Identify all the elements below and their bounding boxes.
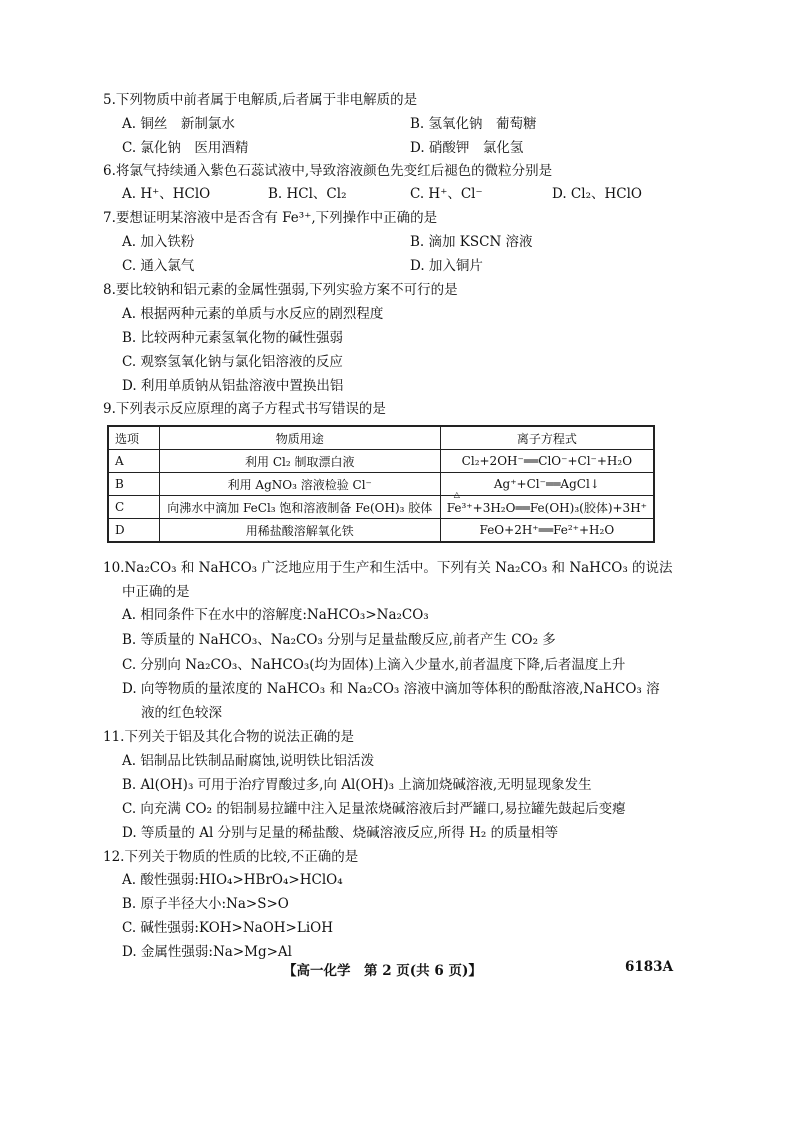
q9-reaction-table	[107, 425, 655, 543]
table-header-cell: 离子方程式	[440, 426, 654, 450]
table-cell: A	[108, 450, 159, 473]
q9-stem: 9.下列表示反应原理的离子方程式书写错误的是	[103, 401, 386, 417]
q11-stem: 11.下列关于铝及其化合物的说法正确的是	[103, 729, 354, 745]
q12-option-d: D. 金属性强弱:Na>Mg>Al	[122, 944, 292, 960]
q7-option-b: B. 滴加 KSCN 溶液	[410, 234, 533, 250]
q5-option-c: C. 氯化钠 医用酒精	[122, 140, 249, 156]
q10-option-d-line1: D. 向等物质的量浓度的 NaHCO₃ 和 Na₂CO₃ 溶液中滴加等体积的酚酞溶液,NaHCO₃ 溶	[122, 681, 660, 697]
q10-option-b: B. 等质量的 NaHCO₃、Na₂CO₃ 分别与足量盐酸反应,前者产生 CO₂ 多	[122, 632, 556, 648]
table-cell: 向沸水中滴加 FeCl₃ 饱和溶液制备 Fe(OH)₃ 胶体	[159, 496, 440, 519]
q12-stem: 12.下列关于物质的性质的比较,不正确的是	[103, 849, 359, 865]
q7-option-a: A. 加入铁粉	[122, 234, 195, 250]
page-footer: 【高一化学 第 2 页(共 6 页)】	[283, 963, 482, 979]
q5-option-a: A. 铜丝 新制氯水	[122, 116, 235, 132]
paper-code: 6183A	[625, 959, 674, 975]
q7-option-d: D. 加入铜片	[410, 258, 483, 274]
q7-option-c: C. 通入氯气	[122, 258, 195, 274]
table-cell: 利用 Cl₂ 制取漂白液	[159, 450, 440, 473]
q8-stem: 8.要比较钠和铝元素的金属性强弱,下列实验方案不可行的是	[103, 282, 458, 298]
heat-symbol: △	[453, 489, 460, 499]
q5-stem: 5.下列物质中前者属于电解质,后者属于非电解质的是	[103, 92, 418, 108]
q11-option-c: C. 向充满 CO₂ 的铝制易拉罐中注入足量浓烧碱溶液后封严罐口,易拉罐先鼓起后变瘪	[122, 801, 626, 817]
q12-option-b: B. 原子半径大小:Na>S>O	[122, 896, 289, 912]
equation-text: Fe³⁺+3H₂O══Fe(OH)₃(胶体)+3H⁺	[446, 500, 647, 515]
q6-option-d: D. Cl₂、HClO	[552, 186, 642, 202]
table-cell: Cl₂+2OH⁻══ClO⁻+Cl⁻+H₂O	[440, 450, 654, 473]
q5-option-d: D. 硝酸钾 氯化氢	[410, 140, 524, 156]
q10-option-c: C. 分别向 Na₂CO₃、NaHCO₃(均为固体)上滴入少量水,前者温度下降,后者温度上升	[122, 657, 626, 673]
q8-option-a: A. 根据两种元素的单质与水反应的剧烈程度	[122, 306, 384, 322]
table-row	[108, 473, 654, 496]
q7-stem: 7.要想证明某溶液中是否含有 Fe³⁺,下列操作中正确的是	[103, 210, 438, 226]
q6-option-a: A. H⁺、HClO	[122, 186, 211, 202]
q8-option-c: C. 观察氢氧化钠与氯化铝溶液的反应	[122, 354, 343, 370]
q12-option-a: A. 酸性强弱:HIO₄>HBrO₄>HClO₄	[122, 872, 343, 888]
q8-option-b: B. 比较两种元素氢氧化物的碱性强弱	[122, 330, 344, 346]
table-cell: D	[108, 519, 159, 543]
table-row	[108, 519, 654, 543]
q5-option-b: B. 氢氧化钠 葡萄糖	[410, 116, 537, 132]
q10-option-d-line2: 液的红色较深	[141, 705, 222, 721]
q10-stem-line2: 中正确的是	[122, 584, 190, 600]
q10-stem-line1: 10.Na₂CO₃ 和 NaHCO₃ 广泛地应用于生产和生活中。下列有关 Na₂CO₃ 和 NaHCO₃ 的说法	[103, 560, 673, 576]
reaction-condition	[446, 489, 647, 516]
q6-stem: 6.将氯气持续通入紫色石蕊试液中,导致溶液颜色先变红后褪色的微粒分别是	[103, 163, 553, 179]
table-cell: C	[108, 496, 159, 519]
table-cell	[440, 489, 654, 519]
q11-option-d: D. 等质量的 Al 分别与足量的稀盐酸、烧碱溶液反应,所得 H₂ 的质量相等	[122, 825, 559, 841]
q11-option-a: A. 铝制品比铁制品耐腐蚀,说明铁比铝活泼	[122, 753, 375, 769]
table-cell: FeO+2H⁺══Fe²⁺+H₂O	[440, 519, 654, 543]
table-header-cell: 物质用途	[159, 426, 440, 450]
q10-option-a: A. 相同条件下在水中的溶解度:NaHCO₃>Na₂CO₃	[122, 607, 429, 623]
table-cell: Ag⁺+Cl⁻══AgCl↓	[440, 473, 654, 496]
q6-option-c: C. H⁺、Cl⁻	[410, 186, 483, 202]
table-cell: B	[108, 473, 159, 496]
table-header-cell: 选项	[108, 426, 159, 450]
table-row	[108, 450, 654, 473]
q12-option-c: C. 碱性强弱:KOH>NaOH>LiOH	[122, 920, 333, 936]
table-header-row	[108, 426, 654, 450]
q8-option-d: D. 利用单质钠从铝盐溶液中置换出铝	[122, 378, 344, 394]
q6-option-b: B. HCl、Cl₂	[268, 186, 347, 202]
q11-option-b: B. Al(OH)₃ 可用于治疗胃酸过多,向 Al(OH)₃ 上滴加烧碱溶液,无明显现象发生	[122, 777, 592, 793]
table-cell: 用稀盐酸溶解氧化铁	[159, 519, 440, 543]
table-cell: 利用 AgNO₃ 溶液检验 Cl⁻	[159, 473, 440, 496]
table-row	[108, 496, 654, 519]
